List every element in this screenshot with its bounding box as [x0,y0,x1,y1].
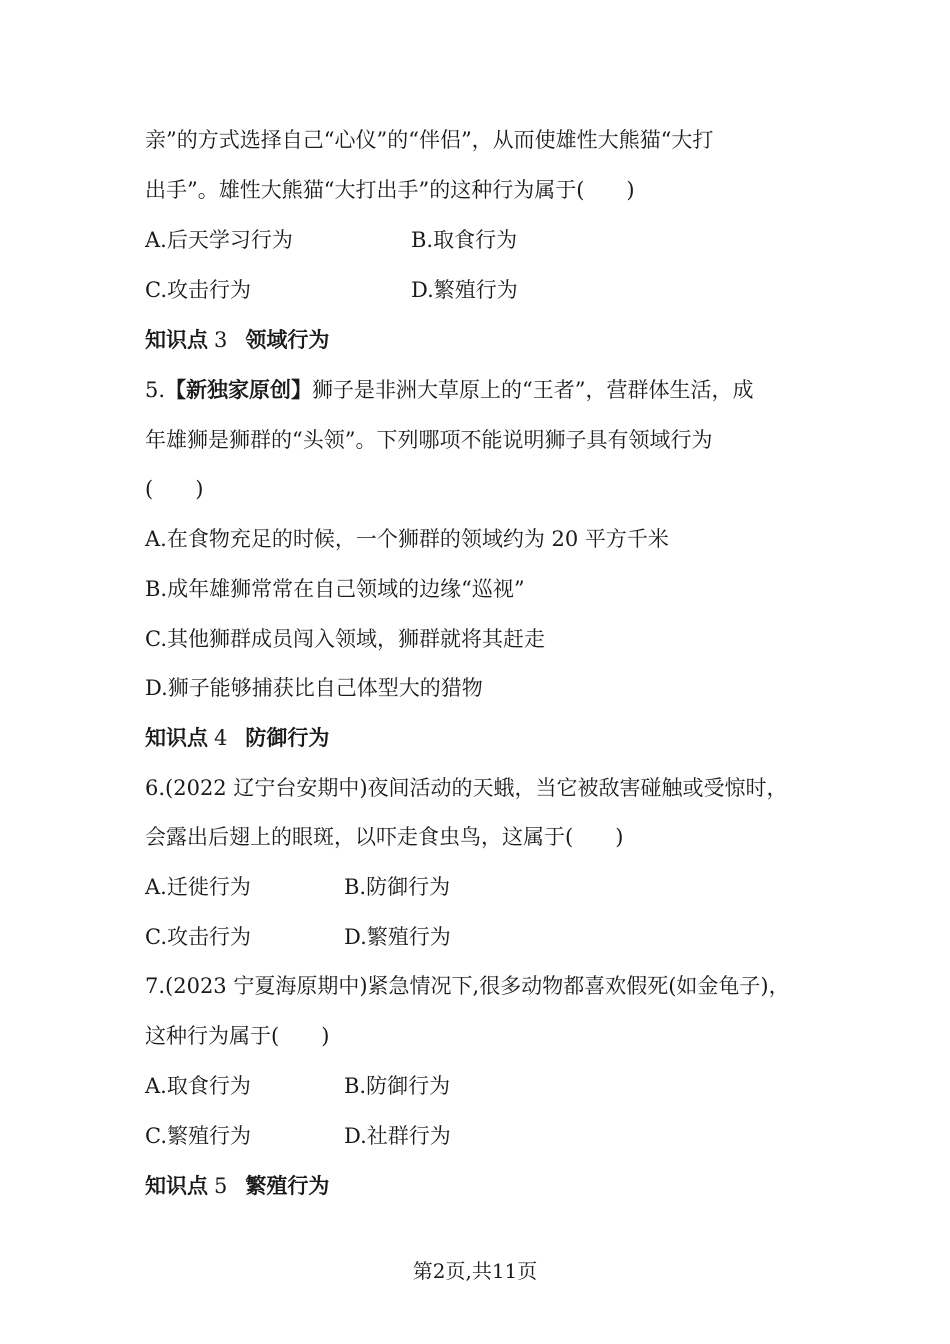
q4-line-2: 出手”。雄性大熊猫“大打出手”的这种行为属于( ) [145,178,635,202]
q5-line-2: 年雄狮是狮群的“头领”。下列哪项不能说明狮子具有领域行为 [145,428,713,452]
q6-line-1: 6.(2022 辽宁台安期中)夜间活动的天蛾，当它被敌害碰触或受惊时， [145,776,788,800]
q5-original-tag: 【新独家原创】 [165,378,313,402]
q6-option-b: B.防御行为 [344,875,451,899]
knowledge-point-title: 领域行为 [245,328,330,352]
q5-line-1 [145,376,754,404]
q7-option-d: D.社群行为 [344,1124,451,1148]
q6-option-d: D.繁殖行为 [344,925,451,949]
q5-line-1-text: 狮子是非洲大草原上的“王者”，营群体生活，成 [312,378,754,402]
q5-option-d: D.狮子能够捕获比自己体型大的猎物 [145,676,483,700]
knowledge-point-label: 知识点 [145,726,208,750]
q5-option-b: B.成年雄狮常常在自己领域的边缘“巡视” [145,577,525,601]
q7-option-b: B.防御行为 [344,1074,451,1098]
knowledge-point-title: 防御行为 [245,726,330,750]
knowledge-point-label: 知识点 [145,1174,208,1198]
q5-line-3: ( ) [145,477,204,501]
knowledge-point-3-heading [145,326,329,354]
q4-option-a: A.后天学习行为 [145,228,293,252]
q7-line-2: 这种行为属于( ) [145,1024,330,1048]
q4-option-d: D.繁殖行为 [411,278,518,302]
q6-option-a: A.迁徙行为 [145,875,251,899]
knowledge-point-5-heading [145,1172,329,1200]
q4-option-c: C.攻击行为 [145,278,251,302]
q5-number: 5. [145,378,166,402]
q4-line-1: 亲”的方式选择自己“心仪”的“伴侣”，从而使雄性大熊猫“大打 [145,128,714,152]
knowledge-point-4-heading [145,724,329,752]
knowledge-point-title: 繁殖行为 [245,1174,330,1198]
knowledge-point-label: 知识点 [145,328,208,352]
knowledge-point-number: 4 [214,726,228,750]
q5-option-a: A.在食物充足的时候，一个狮群的领域约为 20 平方千米 [145,527,669,551]
q4-option-b: B.取食行为 [411,228,518,252]
page-footer: 第2页,共11页 [412,1259,538,1283]
q5-option-c: C.其他狮群成员闯入领域，狮群就将其赶走 [145,627,545,651]
knowledge-point-number: 5 [214,1174,228,1198]
knowledge-point-number: 3 [214,328,228,352]
q6-line-2: 会露出后翅上的眼斑，以吓走食虫鸟，这属于( ) [145,825,624,849]
q6-option-c: C.攻击行为 [145,925,251,949]
q7-option-c: C.繁殖行为 [145,1124,251,1148]
q7-option-a: A.取食行为 [145,1074,251,1098]
q7-line-1: 7.(2023 宁夏海原期中)紧急情况下,很多动物都喜欢假死(如金龟子)， [145,974,790,998]
